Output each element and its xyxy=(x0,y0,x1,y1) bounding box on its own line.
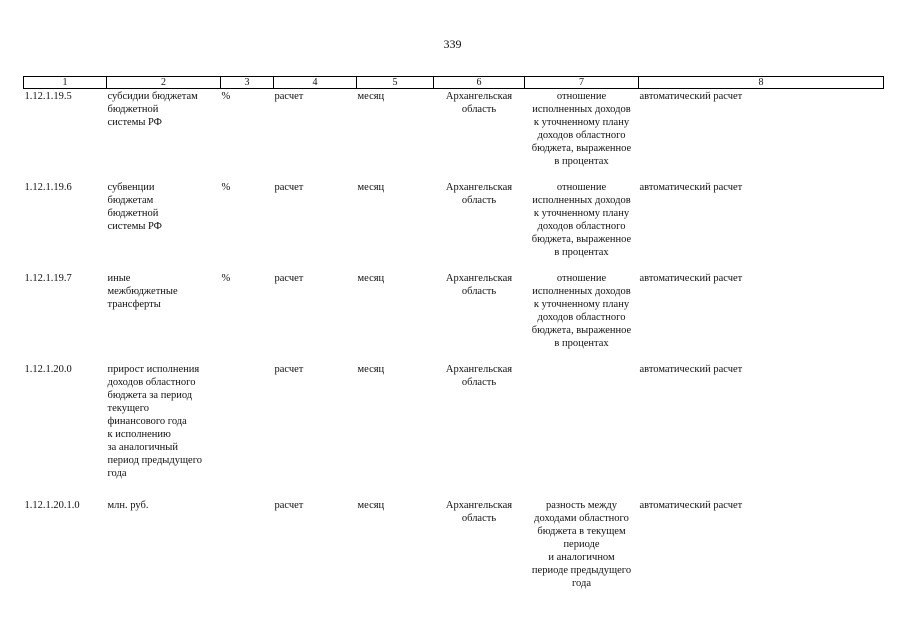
row-definition: отношение исполненных доходов к уточненному плану доходов областного бюджета, выраженное в процентах xyxy=(531,272,632,349)
row-source: автоматический расчет xyxy=(639,91,743,102)
column-header-3: 3 xyxy=(221,77,274,89)
table-row xyxy=(24,180,884,271)
row-definition: разность между доходами областного бюджета в текущем периоде и аналогичном периоде предыдущего года xyxy=(531,499,632,589)
row-territory: Архангельская область xyxy=(445,499,513,524)
column-header-1: 1 xyxy=(24,77,107,89)
row-definition: отношение исполненных доходов к уточненному плану доходов областного бюджета, выраженное в процентах xyxy=(531,181,632,258)
row-territory: Архангельская область xyxy=(445,363,513,388)
row-method: расчет xyxy=(274,272,304,284)
row-name: прирост исполнения доходов областного бюджета за период текущего финансового года к исполнению за аналогичный период предыдущего года xyxy=(107,363,202,479)
row-territory: Архангельская область xyxy=(445,272,513,297)
table-row xyxy=(24,89,884,180)
row-method: расчет xyxy=(274,181,304,193)
row-period: месяц xyxy=(357,181,385,193)
row-unit: % xyxy=(221,91,231,102)
column-header-6: 6 xyxy=(434,77,525,89)
row-source: автоматический расчет xyxy=(639,499,743,511)
row-unit xyxy=(221,498,274,590)
table-row xyxy=(24,362,884,498)
row-definition: отношение исполненных доходов к уточненному плану доходов областного бюджета, выраженное в процентах xyxy=(531,91,632,167)
row-territory: Архангельская область xyxy=(445,181,513,206)
row-code: 1.12.1.19.7 xyxy=(24,272,72,284)
row-period: месяц xyxy=(357,272,385,284)
column-header-7: 7 xyxy=(525,77,639,89)
row-period: месяц xyxy=(357,363,385,375)
row-code: 1.12.1.20.0 xyxy=(24,363,72,375)
column-header-8: 8 xyxy=(639,77,884,89)
row-period: месяц xyxy=(357,499,385,511)
row-name: млн. руб. xyxy=(107,499,149,511)
row-unit xyxy=(221,362,274,498)
column-header-4: 4 xyxy=(274,77,357,89)
row-name: субсидии бюджетам бюджетной системы РФ xyxy=(107,91,198,128)
row-unit: % xyxy=(221,181,231,193)
row-definition xyxy=(525,362,639,498)
row-code: 1.12.1.19.5 xyxy=(24,91,72,102)
row-name: субвенции бюджетам бюджетной системы РФ xyxy=(107,181,162,232)
row-code: 1.12.1.19.6 xyxy=(24,181,72,193)
row-method: расчет xyxy=(274,363,304,375)
row-method: расчет xyxy=(274,499,304,511)
page-number: 339 xyxy=(443,37,462,51)
table-row xyxy=(24,498,884,590)
column-header-5: 5 xyxy=(357,77,434,89)
row-source: автоматический расчет xyxy=(639,181,743,193)
indicators-table xyxy=(23,76,884,590)
table-row xyxy=(24,271,884,362)
row-method: расчет xyxy=(274,91,304,102)
row-territory: Архангельская область xyxy=(445,91,513,115)
row-source: автоматический расчет xyxy=(639,272,743,284)
header-row xyxy=(24,77,884,89)
row-source: автоматический расчет xyxy=(639,363,743,375)
row-code: 1.12.1.20.1.0 xyxy=(24,499,80,511)
row-period: месяц xyxy=(357,91,385,102)
row-unit: % xyxy=(221,272,231,284)
column-header-2: 2 xyxy=(107,77,221,89)
row-name: иные межбюджетные трансферты xyxy=(107,272,178,310)
